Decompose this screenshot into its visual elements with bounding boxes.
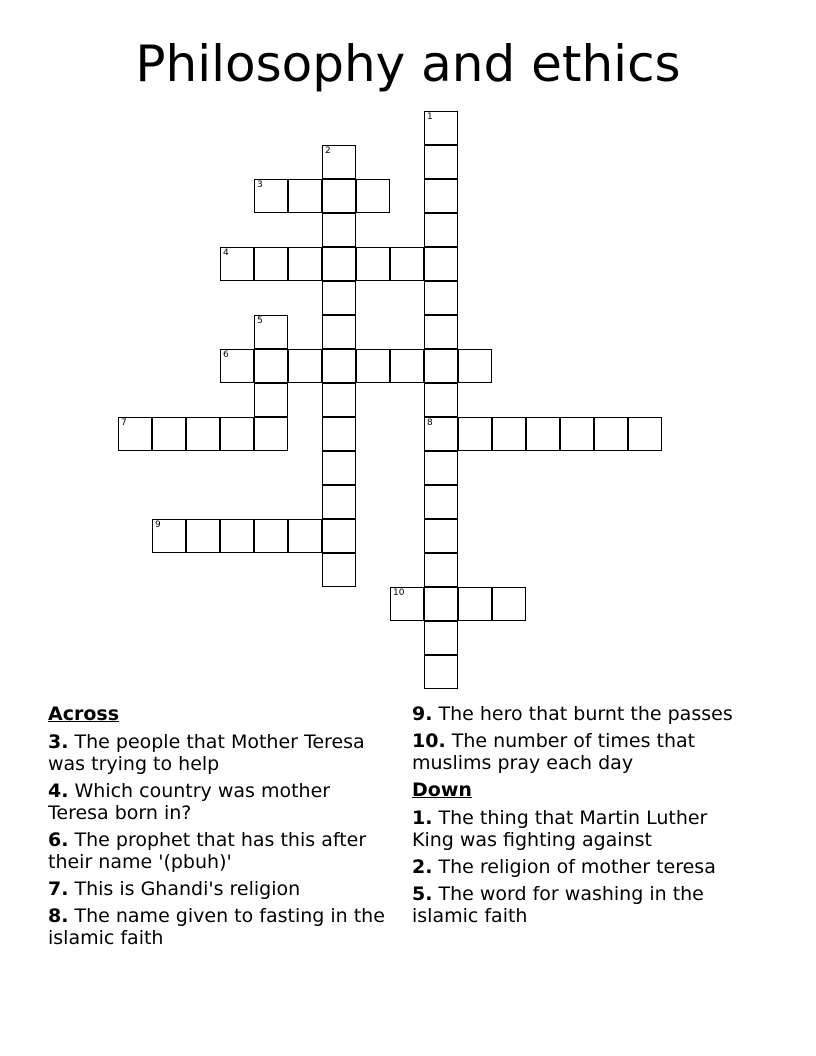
clue-number: 9. bbox=[412, 703, 433, 725]
clue-text: The religion of mother teresa bbox=[438, 856, 716, 878]
crossword-cell[interactable] bbox=[322, 281, 356, 315]
clue-across-9 bbox=[412, 703, 752, 725]
clue-across-10 bbox=[412, 730, 752, 774]
clue-down-5 bbox=[412, 883, 752, 927]
clue-across-6 bbox=[48, 829, 388, 873]
crossword-cell[interactable] bbox=[424, 247, 458, 281]
down-heading: Down bbox=[412, 779, 472, 801]
crossword-cell[interactable] bbox=[424, 111, 458, 145]
crossword-cell[interactable] bbox=[526, 417, 560, 451]
clue-number: 4. bbox=[48, 780, 69, 802]
crossword-cell[interactable] bbox=[390, 349, 424, 383]
crossword-cell[interactable] bbox=[458, 349, 492, 383]
crossword-cell[interactable] bbox=[356, 179, 390, 213]
crossword-cell[interactable] bbox=[356, 349, 390, 383]
crossword-cell[interactable] bbox=[390, 587, 424, 621]
crossword-cell[interactable] bbox=[424, 553, 458, 587]
crossword-cell[interactable] bbox=[424, 655, 458, 689]
crossword-cell[interactable] bbox=[152, 519, 186, 553]
crossword-cell[interactable] bbox=[254, 519, 288, 553]
crossword-cell[interactable] bbox=[254, 247, 288, 281]
clue-number-label: 2 bbox=[325, 146, 331, 156]
crossword-cell[interactable] bbox=[492, 417, 526, 451]
crossword-cell[interactable] bbox=[424, 451, 458, 485]
crossword-cell[interactable] bbox=[288, 247, 322, 281]
page-title: Philosophy and ethics bbox=[135, 35, 681, 93]
clue-number-label: 6 bbox=[223, 350, 229, 360]
crossword-cell[interactable] bbox=[628, 417, 662, 451]
across-heading: Across bbox=[48, 703, 120, 725]
crossword-cell[interactable] bbox=[322, 213, 356, 247]
clue-number: 2. bbox=[412, 856, 433, 878]
crossword-cell[interactable] bbox=[322, 247, 356, 281]
clue-number-label: 1 bbox=[427, 112, 433, 122]
clue-across-8 bbox=[48, 905, 388, 949]
crossword-cell[interactable] bbox=[424, 281, 458, 315]
crossword-cell[interactable] bbox=[254, 383, 288, 417]
crossword-cell[interactable] bbox=[322, 145, 356, 179]
crossword-cell[interactable] bbox=[220, 519, 254, 553]
clue-number-label: 4 bbox=[223, 248, 229, 258]
crossword-cell[interactable] bbox=[424, 315, 458, 349]
clue-across-7 bbox=[48, 878, 388, 900]
clue-number-label: 7 bbox=[121, 418, 127, 428]
clue-text: This is Ghandi's religion bbox=[74, 878, 301, 900]
clues-column-right bbox=[412, 703, 752, 932]
crossword-cell[interactable] bbox=[424, 383, 458, 417]
crossword-cell[interactable] bbox=[424, 485, 458, 519]
crossword-cell[interactable] bbox=[118, 417, 152, 451]
crossword-cell[interactable] bbox=[152, 417, 186, 451]
clue-number: 3. bbox=[48, 731, 69, 753]
crossword-cell[interactable] bbox=[424, 519, 458, 553]
clue-number: 10. bbox=[412, 730, 446, 752]
crossword-cell[interactable] bbox=[220, 417, 254, 451]
clue-down-2 bbox=[412, 856, 752, 878]
crossword-cell[interactable] bbox=[322, 451, 356, 485]
crossword-cell[interactable] bbox=[424, 621, 458, 655]
clue-text: The people that Mother Teresa was trying to help bbox=[48, 731, 365, 775]
crossword-cell[interactable] bbox=[322, 417, 356, 451]
crossword-cell[interactable] bbox=[254, 315, 288, 349]
crossword-cell[interactable] bbox=[254, 349, 288, 383]
crossword-cell[interactable] bbox=[424, 417, 458, 451]
clue-number: 1. bbox=[412, 807, 433, 829]
clue-number-label: 9 bbox=[155, 520, 161, 530]
clue-number-label: 10 bbox=[393, 588, 405, 598]
clue-text: The thing that Martin Luther King was fighting against bbox=[412, 807, 708, 851]
clue-text: The number of times that muslims pray each day bbox=[412, 730, 696, 774]
crossword-cell[interactable] bbox=[322, 315, 356, 349]
crossword-cell[interactable] bbox=[492, 587, 526, 621]
crossword-cell[interactable] bbox=[560, 417, 594, 451]
clue-across-3 bbox=[48, 731, 388, 775]
crossword-cell[interactable] bbox=[458, 587, 492, 621]
crossword-cell[interactable] bbox=[322, 383, 356, 417]
crossword-cell[interactable] bbox=[424, 349, 458, 383]
clues-column-left bbox=[48, 703, 388, 954]
crossword-cell[interactable] bbox=[424, 179, 458, 213]
crossword-cell[interactable] bbox=[220, 247, 254, 281]
crossword-cell[interactable] bbox=[322, 519, 356, 553]
clue-number-label: 3 bbox=[257, 180, 263, 190]
crossword-cell[interactable] bbox=[424, 213, 458, 247]
crossword-cell[interactable] bbox=[322, 553, 356, 587]
crossword-cell[interactable] bbox=[594, 417, 628, 451]
crossword-cell[interactable] bbox=[288, 349, 322, 383]
clue-number: 5. bbox=[412, 883, 433, 905]
crossword-cell[interactable] bbox=[390, 247, 424, 281]
crossword-cell[interactable] bbox=[458, 417, 492, 451]
clue-text: Which country was mother Teresa born in? bbox=[48, 780, 331, 824]
clue-text: The prophet that has this after their name '(pbuh)' bbox=[48, 829, 367, 873]
clue-number: 6. bbox=[48, 829, 69, 851]
clue-number-label: 8 bbox=[427, 418, 433, 428]
clue-down-1 bbox=[412, 807, 752, 851]
crossword-cell[interactable] bbox=[322, 485, 356, 519]
crossword-cell[interactable] bbox=[356, 247, 390, 281]
crossword-cell[interactable] bbox=[186, 417, 220, 451]
clue-text: The name given to fasting in the islamic faith bbox=[48, 905, 385, 949]
clue-across-4 bbox=[48, 780, 388, 824]
crossword-cell[interactable] bbox=[186, 519, 220, 553]
clue-number: 8. bbox=[48, 905, 69, 927]
crossword-cell[interactable] bbox=[424, 145, 458, 179]
clue-number: 7. bbox=[48, 878, 69, 900]
clue-text: The word for washing in the islamic faith bbox=[412, 883, 704, 927]
clue-number-label: 5 bbox=[257, 316, 263, 326]
crossword-cell[interactable] bbox=[288, 179, 322, 213]
crossword-cell[interactable] bbox=[322, 349, 356, 383]
crossword-cell[interactable] bbox=[424, 587, 458, 621]
crossword-cell[interactable] bbox=[322, 179, 356, 213]
clue-text: The hero that burnt the passes bbox=[438, 703, 733, 725]
crossword-cell[interactable] bbox=[220, 349, 254, 383]
crossword-cell[interactable] bbox=[254, 179, 288, 213]
crossword-cell[interactable] bbox=[254, 417, 288, 451]
crossword-cell[interactable] bbox=[288, 519, 322, 553]
